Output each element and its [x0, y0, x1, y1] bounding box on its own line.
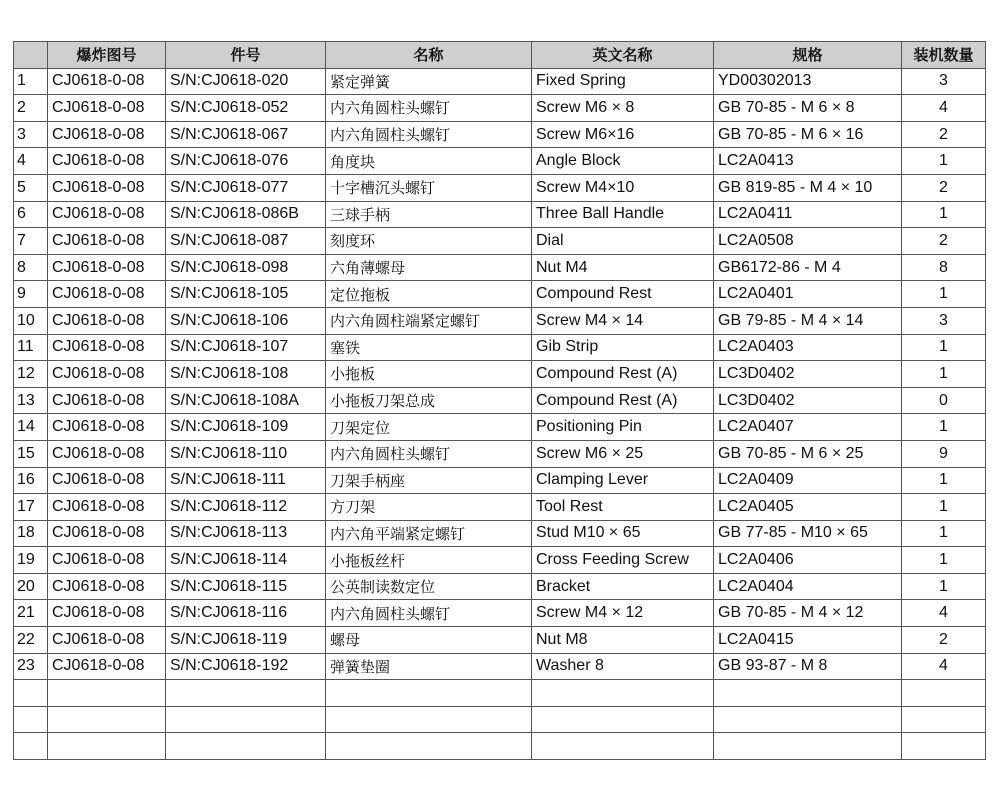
- cell-name-en: Clamping Lever: [532, 467, 714, 494]
- cell-drawing-no: CJ0618-0-08: [48, 307, 166, 334]
- cell-spec: LC2A0411: [714, 201, 902, 228]
- cell-quantity: 1: [902, 414, 986, 441]
- cell-name-cn: 内六角圆柱头螺钉: [326, 600, 532, 627]
- cell-name-en: Compound Rest (A): [532, 387, 714, 414]
- empty-cell: [902, 733, 986, 760]
- cell-quantity: 2: [902, 121, 986, 148]
- cell-name-cn: 内六角圆柱头螺钉: [326, 121, 532, 148]
- header-drawing-no: 爆炸图号: [48, 42, 166, 69]
- cell-spec: LC2A0508: [714, 228, 902, 255]
- cell-name-en: Washer 8: [532, 653, 714, 680]
- cell-index: 21: [14, 600, 48, 627]
- header-spec: 规格: [714, 42, 902, 69]
- cell-name-cn: 方刀架: [326, 494, 532, 521]
- table-row: [14, 148, 986, 175]
- cell-name-cn: 内六角圆柱头螺钉: [326, 95, 532, 122]
- cell-name-en: Cross Feeding Screw: [532, 547, 714, 574]
- cell-name-cn: 塞铁: [326, 334, 532, 361]
- cell-quantity: 1: [902, 573, 986, 600]
- cell-name-cn: 小拖板丝杆: [326, 547, 532, 574]
- cell-part-no: S/N:CJ0618-111: [166, 467, 326, 494]
- cell-name-en: Screw M4 × 14: [532, 307, 714, 334]
- cell-drawing-no: CJ0618-0-08: [48, 440, 166, 467]
- cell-spec: LC2A0401: [714, 281, 902, 308]
- cell-index: 16: [14, 467, 48, 494]
- cell-quantity: 9: [902, 440, 986, 467]
- table-row: [14, 121, 986, 148]
- cell-quantity: 1: [902, 494, 986, 521]
- cell-name-en: Angle Block: [532, 148, 714, 175]
- cell-name-en: Gib Strip: [532, 334, 714, 361]
- table-row: [14, 653, 986, 680]
- cell-name-cn: 刀架定位: [326, 414, 532, 441]
- cell-name-cn: 小拖板: [326, 361, 532, 388]
- cell-drawing-no: CJ0618-0-08: [48, 121, 166, 148]
- cell-spec: GB 79-85 - M 4 × 14: [714, 307, 902, 334]
- cell-quantity: 2: [902, 174, 986, 201]
- cell-quantity: 1: [902, 148, 986, 175]
- cell-index: 7: [14, 228, 48, 255]
- empty-row: [14, 680, 986, 707]
- table-row: [14, 68, 986, 95]
- cell-name-cn: 刻度环: [326, 228, 532, 255]
- cell-part-no: S/N:CJ0618-114: [166, 547, 326, 574]
- cell-index: 3: [14, 121, 48, 148]
- empty-cell: [532, 680, 714, 707]
- cell-quantity: 8: [902, 254, 986, 281]
- cell-spec: GB 70-85 - M 6 × 8: [714, 95, 902, 122]
- cell-name-en: Nut M4: [532, 254, 714, 281]
- cell-part-no: S/N:CJ0618-108A: [166, 387, 326, 414]
- cell-spec: LC2A0405: [714, 494, 902, 521]
- cell-spec: GB6172-86 - M 4: [714, 254, 902, 281]
- table-row: [14, 467, 986, 494]
- cell-quantity: 3: [902, 307, 986, 334]
- cell-drawing-no: CJ0618-0-08: [48, 281, 166, 308]
- cell-part-no: S/N:CJ0618-086B: [166, 201, 326, 228]
- table-row: [14, 228, 986, 255]
- cell-spec: GB 70-85 - M 6 × 25: [714, 440, 902, 467]
- empty-cell: [326, 706, 532, 733]
- empty-cell: [14, 706, 48, 733]
- cell-index: 14: [14, 414, 48, 441]
- cell-name-en: Positioning Pin: [532, 414, 714, 441]
- cell-name-cn: 内六角圆柱端紧定螺钉: [326, 307, 532, 334]
- cell-name-en: Stud M10 × 65: [532, 520, 714, 547]
- cell-spec: LC2A0415: [714, 627, 902, 654]
- cell-drawing-no: CJ0618-0-08: [48, 201, 166, 228]
- cell-name-cn: 内六角圆柱头螺钉: [326, 440, 532, 467]
- cell-quantity: 1: [902, 547, 986, 574]
- cell-quantity: 2: [902, 228, 986, 255]
- cell-part-no: S/N:CJ0618-119: [166, 627, 326, 654]
- cell-name-cn: 内六角平端紧定螺钉: [326, 520, 532, 547]
- cell-drawing-no: CJ0618-0-08: [48, 334, 166, 361]
- cell-name-cn: 紧定弹簧: [326, 68, 532, 95]
- cell-spec: GB 70-85 - M 4 × 12: [714, 600, 902, 627]
- cell-quantity: 1: [902, 201, 986, 228]
- table-row: [14, 254, 986, 281]
- cell-part-no: S/N:CJ0618-110: [166, 440, 326, 467]
- cell-quantity: 3: [902, 68, 986, 95]
- empty-cell: [14, 680, 48, 707]
- empty-cell: [326, 680, 532, 707]
- cell-drawing-no: CJ0618-0-08: [48, 494, 166, 521]
- cell-name-cn: 螺母: [326, 627, 532, 654]
- cell-index: 9: [14, 281, 48, 308]
- cell-spec: LC2A0404: [714, 573, 902, 600]
- cell-name-en: Screw M4×10: [532, 174, 714, 201]
- cell-index: 19: [14, 547, 48, 574]
- cell-part-no: S/N:CJ0618-020: [166, 68, 326, 95]
- empty-cell: [48, 706, 166, 733]
- table-row: [14, 281, 986, 308]
- cell-index: 23: [14, 653, 48, 680]
- cell-drawing-no: CJ0618-0-08: [48, 520, 166, 547]
- cell-spec: LC3D0402: [714, 387, 902, 414]
- parts-table: [13, 41, 986, 760]
- cell-part-no: S/N:CJ0618-087: [166, 228, 326, 255]
- cell-drawing-no: CJ0618-0-08: [48, 361, 166, 388]
- cell-index: 10: [14, 307, 48, 334]
- empty-cell: [48, 733, 166, 760]
- cell-spec: LC2A0406: [714, 547, 902, 574]
- cell-drawing-no: CJ0618-0-08: [48, 228, 166, 255]
- empty-cell: [714, 680, 902, 707]
- cell-name-cn: 刀架手柄座: [326, 467, 532, 494]
- cell-part-no: S/N:CJ0618-107: [166, 334, 326, 361]
- header-name-en: 英文名称: [532, 42, 714, 69]
- cell-name-en: Nut M8: [532, 627, 714, 654]
- cell-spec: LC2A0403: [714, 334, 902, 361]
- empty-cell: [714, 706, 902, 733]
- cell-drawing-no: CJ0618-0-08: [48, 414, 166, 441]
- cell-spec: LC3D0402: [714, 361, 902, 388]
- cell-index: 17: [14, 494, 48, 521]
- empty-cell: [48, 680, 166, 707]
- cell-drawing-no: CJ0618-0-08: [48, 600, 166, 627]
- cell-name-en: Dial: [532, 228, 714, 255]
- cell-drawing-no: CJ0618-0-08: [48, 547, 166, 574]
- cell-index: 18: [14, 520, 48, 547]
- cell-part-no: S/N:CJ0618-108: [166, 361, 326, 388]
- cell-drawing-no: CJ0618-0-08: [48, 573, 166, 600]
- cell-quantity: 1: [902, 520, 986, 547]
- cell-drawing-no: CJ0618-0-08: [48, 95, 166, 122]
- cell-index: 4: [14, 148, 48, 175]
- cell-part-no: S/N:CJ0618-116: [166, 600, 326, 627]
- cell-part-no: S/N:CJ0618-076: [166, 148, 326, 175]
- cell-part-no: S/N:CJ0618-113: [166, 520, 326, 547]
- cell-part-no: S/N:CJ0618-109: [166, 414, 326, 441]
- cell-name-en: Screw M6 × 8: [532, 95, 714, 122]
- header-part-no: 件号: [166, 42, 326, 69]
- cell-part-no: S/N:CJ0618-192: [166, 653, 326, 680]
- table-row: [14, 547, 986, 574]
- cell-name-en: Three Ball Handle: [532, 201, 714, 228]
- cell-index: 22: [14, 627, 48, 654]
- table-row: [14, 414, 986, 441]
- table-row: [14, 307, 986, 334]
- cell-name-en: Bracket: [532, 573, 714, 600]
- cell-drawing-no: CJ0618-0-08: [48, 254, 166, 281]
- cell-quantity: 1: [902, 361, 986, 388]
- cell-spec: GB 77-85 - M10 × 65: [714, 520, 902, 547]
- cell-name-cn: 小拖板刀架总成: [326, 387, 532, 414]
- table-row: [14, 520, 986, 547]
- table-body: [14, 68, 986, 759]
- cell-index: 15: [14, 440, 48, 467]
- cell-part-no: S/N:CJ0618-112: [166, 494, 326, 521]
- cell-quantity: 4: [902, 653, 986, 680]
- cell-quantity: 4: [902, 95, 986, 122]
- empty-cell: [326, 733, 532, 760]
- empty-cell: [166, 706, 326, 733]
- cell-part-no: S/N:CJ0618-115: [166, 573, 326, 600]
- empty-cell: [902, 706, 986, 733]
- cell-name-cn: 定位拖板: [326, 281, 532, 308]
- cell-index: 8: [14, 254, 48, 281]
- cell-name-en: Screw M4 × 12: [532, 600, 714, 627]
- cell-part-no: S/N:CJ0618-098: [166, 254, 326, 281]
- cell-spec: GB 70-85 - M 6 × 16: [714, 121, 902, 148]
- header-quantity: 装机数量: [902, 42, 986, 69]
- empty-cell: [532, 706, 714, 733]
- cell-name-cn: 三球手柄: [326, 201, 532, 228]
- cell-index: 1: [14, 68, 48, 95]
- cell-drawing-no: CJ0618-0-08: [48, 148, 166, 175]
- empty-cell: [166, 680, 326, 707]
- empty-cell: [14, 733, 48, 760]
- header-index: [14, 42, 48, 69]
- table-row: [14, 573, 986, 600]
- cell-name-en: Screw M6×16: [532, 121, 714, 148]
- cell-spec: GB 819-85 - M 4 × 10: [714, 174, 902, 201]
- cell-index: 11: [14, 334, 48, 361]
- cell-drawing-no: CJ0618-0-08: [48, 627, 166, 654]
- cell-quantity: 1: [902, 334, 986, 361]
- cell-name-en: Tool Rest: [532, 494, 714, 521]
- empty-row: [14, 733, 986, 760]
- cell-quantity: 1: [902, 467, 986, 494]
- cell-name-en: Compound Rest: [532, 281, 714, 308]
- cell-drawing-no: CJ0618-0-08: [48, 653, 166, 680]
- cell-index: 5: [14, 174, 48, 201]
- cell-spec: LC2A0407: [714, 414, 902, 441]
- cell-name-en: Screw M6 × 25: [532, 440, 714, 467]
- table-row: [14, 174, 986, 201]
- cell-drawing-no: CJ0618-0-08: [48, 467, 166, 494]
- cell-quantity: 1: [902, 281, 986, 308]
- table-row: [14, 201, 986, 228]
- empty-row: [14, 706, 986, 733]
- table-row: [14, 387, 986, 414]
- cell-name-cn: 弹簧垫圈: [326, 653, 532, 680]
- empty-cell: [714, 733, 902, 760]
- cell-index: 13: [14, 387, 48, 414]
- cell-quantity: 4: [902, 600, 986, 627]
- cell-name-cn: 角度块: [326, 148, 532, 175]
- table-row: [14, 440, 986, 467]
- cell-name-en: Compound Rest (A): [532, 361, 714, 388]
- header-row: [14, 42, 986, 69]
- table-row: [14, 627, 986, 654]
- cell-quantity: 0: [902, 387, 986, 414]
- cell-spec: GB 93-87 - M 8: [714, 653, 902, 680]
- cell-index: 20: [14, 573, 48, 600]
- cell-index: 2: [14, 95, 48, 122]
- empty-cell: [532, 733, 714, 760]
- table-row: [14, 600, 986, 627]
- cell-drawing-no: CJ0618-0-08: [48, 68, 166, 95]
- cell-index: 6: [14, 201, 48, 228]
- cell-name-cn: 六角薄螺母: [326, 254, 532, 281]
- cell-spec: YD00302013: [714, 68, 902, 95]
- cell-part-no: S/N:CJ0618-105: [166, 281, 326, 308]
- empty-cell: [902, 680, 986, 707]
- cell-name-cn: 十字槽沉头螺钉: [326, 174, 532, 201]
- table-row: [14, 95, 986, 122]
- cell-drawing-no: CJ0618-0-08: [48, 387, 166, 414]
- cell-index: 12: [14, 361, 48, 388]
- cell-name-cn: 公英制读数定位: [326, 573, 532, 600]
- table-row: [14, 334, 986, 361]
- cell-spec: LC2A0409: [714, 467, 902, 494]
- table-row: [14, 361, 986, 388]
- empty-cell: [166, 733, 326, 760]
- cell-drawing-no: CJ0618-0-08: [48, 174, 166, 201]
- table-row: [14, 494, 986, 521]
- cell-part-no: S/N:CJ0618-106: [166, 307, 326, 334]
- cell-quantity: 2: [902, 627, 986, 654]
- cell-part-no: S/N:CJ0618-067: [166, 121, 326, 148]
- cell-name-en: Fixed Spring: [532, 68, 714, 95]
- header-name-cn: 名称: [326, 42, 532, 69]
- cell-part-no: S/N:CJ0618-077: [166, 174, 326, 201]
- cell-part-no: S/N:CJ0618-052: [166, 95, 326, 122]
- cell-spec: LC2A0413: [714, 148, 902, 175]
